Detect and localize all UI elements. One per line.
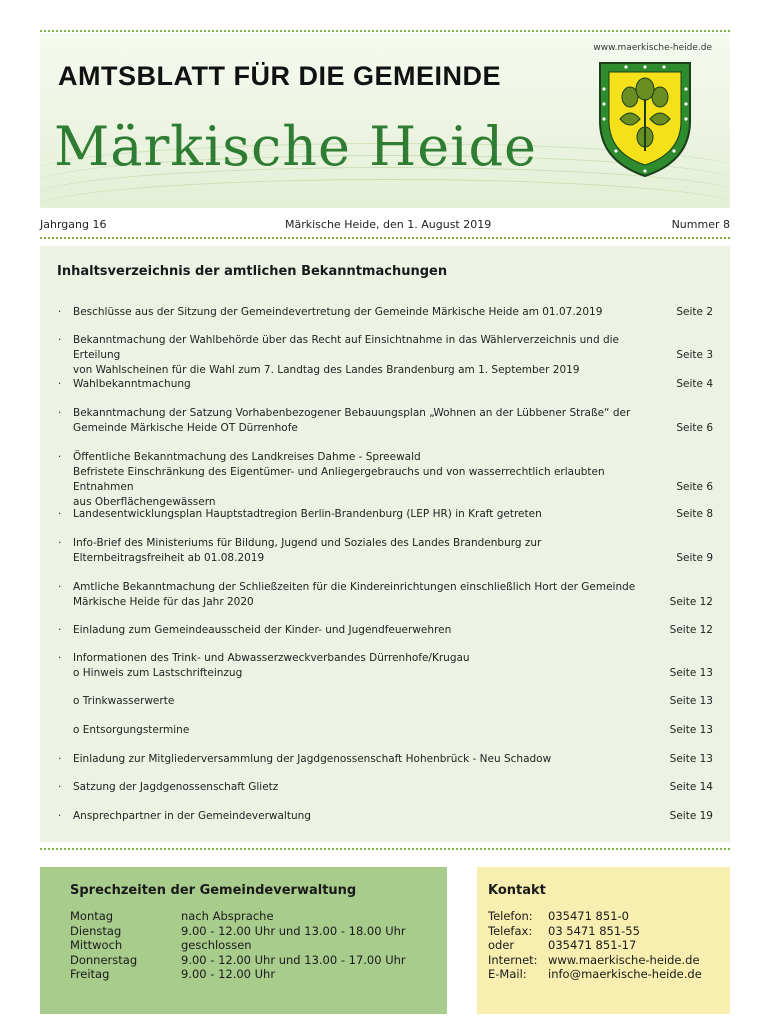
toc-entry-line: Wahlbekanntmachung: [73, 378, 191, 390]
toc-bullet: ·: [58, 781, 62, 793]
toc-entry-text: [73, 809, 663, 824]
toc-bullet: ·: [58, 624, 62, 636]
contact-label: E-Mail:: [488, 967, 527, 981]
toc-title: Inhaltsverzeichnis der amtlichen Bekanntmachungen: [57, 264, 448, 279]
toc-entry-line: Beschlüsse aus der Sitzung der Gemeindevertretung der Gemeinde Märkische Heide am 01.07.2019: [73, 306, 603, 318]
toc-page-ref: Seite 2: [676, 306, 713, 318]
toc-entry-line: o Entsorgungstermine: [73, 724, 190, 736]
toc-page-ref: Seite 3: [676, 349, 713, 361]
toc-entry-line: Einladung zur Mitgliederversammlung der Jagdgenossenschaft Hohenbrück - Neu Schadow: [73, 753, 552, 765]
toc-entry-text: [73, 651, 663, 681]
phone-value[interactable]: 035471 851-0: [548, 909, 629, 923]
toc-entry-line: Info-Brief des Ministeriums für Bildung, Jugend und Soziales des Landes Brandenburg zur: [73, 537, 542, 549]
place-date: Märkische Heide, den 1. August 2019: [285, 218, 492, 231]
office-hours-box: [40, 867, 447, 1014]
email-link[interactable]: info@maerkische-heide.de: [548, 967, 702, 981]
toc-entry-text: [73, 694, 663, 709]
fax-value: 03 5471 851-55: [548, 923, 640, 938]
toc-entry-line: Märkische Heide für das Jahr 2020: [73, 596, 254, 608]
toc-page-ref: Seite 12: [669, 596, 713, 608]
toc-entry-line: Befristete Einschränkung des Eigentümer- und Anliegergebrauchs und von wasserrechtlich erlaubten Entnahmen: [73, 466, 605, 493]
contact-label: oder: [488, 938, 515, 952]
toc-entry-line: Einladung zum Gemeindeausscheid der Kinder- und Jugendfeuerwehren: [73, 624, 452, 636]
toc-page-ref: Seite 13: [669, 695, 713, 707]
toc-entry-text: [73, 406, 663, 436]
toc-page-ref: Seite 12: [669, 624, 713, 636]
toc-entry-line: Amtliche Bekanntmachung der Schließzeiten für die Kindereinrichtungen einschließlich Hort der Gemeinde: [73, 581, 636, 593]
toc-entry-text: [73, 780, 663, 795]
toc-entry-line: aus Oberflächengewässern: [73, 496, 216, 508]
toc-entry-text: [73, 305, 663, 320]
toc-page-ref: Seite 13: [669, 753, 713, 765]
toc-entry-line: Bekanntmachung der Wahlbehörde über das Recht auf Einsichtnahme in das Wählerverzeichnis und die Erteilung: [73, 334, 620, 361]
toc-entry-line: o Hinweis zum Lastschrifteinzug: [73, 667, 243, 679]
publication-title: AMTSBLATT FÜR DIE GEMEINDE: [58, 61, 501, 91]
issue-info-bar: [40, 218, 730, 232]
masthead: [40, 33, 730, 208]
toc-page-ref: Seite 6: [676, 422, 713, 434]
hours-day: Dienstag: [70, 923, 122, 938]
toc-entry-line: Satzung der Jagdgenossenschaft Glietz: [73, 781, 279, 793]
toc-entry-text: [73, 723, 663, 738]
volume-label: Jahrgang 16: [40, 218, 107, 231]
toc-entry-line: Informationen des Trink- und Abwasserzweckverbandes Dürrenhofe/Krugau: [73, 652, 470, 664]
contact-label: Telefax:: [488, 923, 533, 938]
bottom-dotted-rule: [40, 848, 730, 850]
toc-entry-text: [73, 333, 663, 378]
hours-time: 9.00 - 12.00 Uhr und 13.00 - 17.00 Uhr: [181, 952, 406, 967]
toc-entry-line: Elternbeitragsfreiheit ab 01.08.2019: [73, 552, 265, 564]
website-url: www.maerkische-heide.de: [593, 43, 712, 53]
toc-entry-text: [73, 580, 663, 610]
hours-day: Montag: [70, 909, 114, 923]
hours-day: Donnerstag: [70, 952, 138, 967]
toc-bullet: ·: [58, 810, 62, 822]
toc-entry-text: [73, 536, 663, 566]
fax-alt-value: 035471 851-17: [548, 938, 637, 952]
toc-page-ref: Seite 19: [669, 810, 713, 822]
hours-day: Freitag: [70, 967, 110, 981]
toc-page-ref: Seite 13: [669, 724, 713, 736]
coat-of-arms-icon: [596, 59, 694, 179]
toc-bullet: ·: [58, 508, 62, 520]
toc-entry-text: [73, 507, 663, 522]
toc-bullet: ·: [58, 378, 62, 390]
contact-label: Telefon:: [488, 909, 533, 923]
toc-bullet: ·: [58, 537, 62, 549]
toc-page-ref: Seite 4: [676, 378, 713, 390]
toc-bullet: ·: [58, 306, 62, 318]
toc-entry-text: [73, 377, 663, 392]
toc-entry-text: [73, 450, 663, 510]
middle-dotted-rule: [40, 237, 730, 239]
website-link[interactable]: www.maerkische-heide.de: [548, 952, 700, 967]
toc-page-ref: Seite 8: [676, 508, 713, 520]
toc-page-ref: Seite 13: [669, 667, 713, 679]
toc-entry-line: Bekanntmachung der Satzung Vorhabenbezogener Bebauungsplan „Wohnen an der Lübbener Straße“ der: [73, 407, 631, 419]
toc-page-ref: Seite 6: [676, 481, 713, 493]
toc-entry-line: von Wahlscheinen für die Wahl zum 7. Landtag des Landes Brandenburg am 1. September 2019: [73, 364, 580, 376]
toc-bullet: ·: [58, 652, 62, 664]
toc-entry-line: Ansprechpartner in der Gemeindeverwaltung: [73, 810, 311, 822]
top-dotted-rule: [40, 30, 730, 32]
toc-bullet: ·: [58, 753, 62, 765]
hours-time: 9.00 - 12.00 Uhr und 13.00 - 18.00 Uhr: [181, 923, 406, 938]
contact-title: Kontakt: [488, 883, 546, 898]
contact-label: Internet:: [488, 952, 538, 967]
toc-page-ref: Seite 14: [669, 781, 713, 793]
toc-bullet: ·: [58, 581, 62, 593]
toc-entry-line: Gemeinde Märkische Heide OT Dürrenhofe: [73, 422, 298, 434]
toc-page-ref: Seite 9: [676, 552, 713, 564]
contact-box: [477, 867, 730, 1014]
toc-entry-text: [73, 752, 663, 767]
toc-bullet: ·: [58, 334, 62, 346]
hours-time: 9.00 - 12.00 Uhr: [181, 967, 276, 981]
issue-number: Nummer 8: [671, 218, 730, 231]
toc-entry-line: Landesentwicklungsplan Hauptstadtregion Berlin-Brandenburg (LEP HR) in Kraft getreten: [73, 508, 542, 520]
toc-bullet: ·: [58, 451, 62, 463]
hours-time: nach Absprache: [181, 909, 274, 923]
office-hours-title: Sprechzeiten der Gemeindeverwaltung: [70, 883, 357, 898]
table-of-contents: [40, 246, 730, 842]
hours-time: geschlossen: [181, 938, 252, 952]
municipality-name: Märkische Heide: [54, 115, 537, 178]
toc-entry-line: Öffentliche Bekanntmachung des Landkreises Dahme - Spreewald: [73, 451, 421, 463]
toc-bullet: ·: [58, 407, 62, 419]
toc-entry-line: o Trinkwasserwerte: [73, 695, 175, 707]
toc-entry-text: [73, 623, 663, 638]
hours-day: Mittwoch: [70, 938, 123, 952]
